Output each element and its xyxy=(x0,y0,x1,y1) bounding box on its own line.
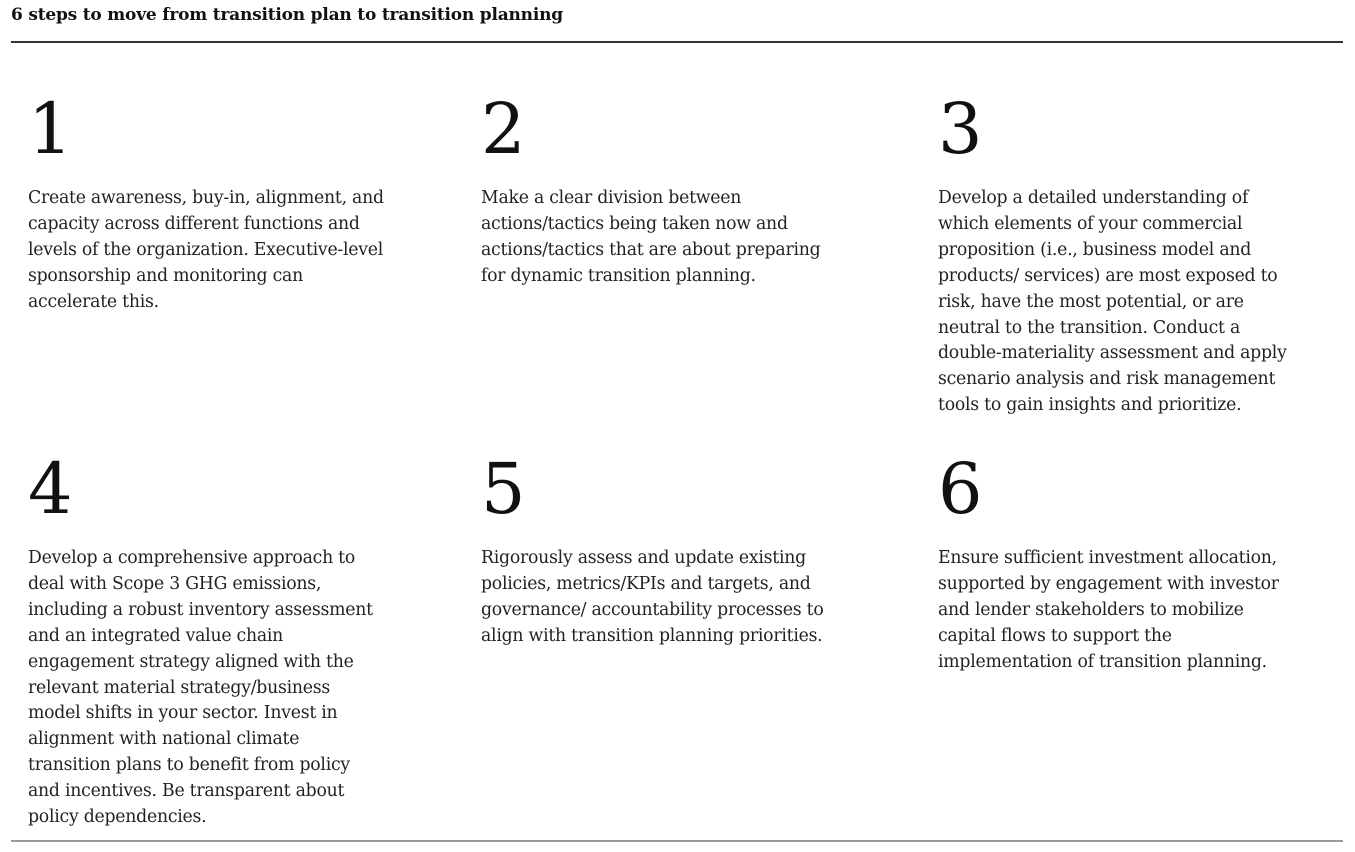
description-line: engagement strategy aligned with the xyxy=(28,651,354,672)
description-line: governance/ accountability processes to xyxy=(481,599,824,620)
description-line: implementation of transition planning. xyxy=(938,651,1267,672)
description-line: align with transition planning priorities. xyxy=(481,625,823,646)
step-4 xyxy=(28,448,428,831)
step-number: 4 xyxy=(28,448,71,530)
step-description xyxy=(938,186,1338,419)
description-line: policies, metrics/KPIs and targets, and xyxy=(481,573,811,594)
description-line: tools to gain insights and prioritize. xyxy=(938,395,1242,416)
description-line: Rigorously assess and update existing xyxy=(481,548,806,568)
step-6 xyxy=(938,448,1338,676)
step-5 xyxy=(481,448,881,650)
step-2 xyxy=(481,88,881,290)
description-line: sponsorship and monitoring can xyxy=(28,265,303,286)
description-line: risk, have the most potential, or are xyxy=(938,291,1244,312)
description-line: and incentives. Be transparent about xyxy=(28,781,345,802)
description-line: Make a clear division between xyxy=(481,188,742,208)
description-line: and an integrated value chain xyxy=(28,625,284,646)
description-line: which elements of your commercial xyxy=(938,213,1243,234)
description-line: Create awareness, buy-in, alignment, and xyxy=(28,188,384,208)
description-line: for dynamic transition planning. xyxy=(481,265,756,286)
description-line: Develop a comprehensive approach to xyxy=(28,548,356,568)
description-line: actions/tactics that are about preparing xyxy=(481,239,821,260)
description-line: neutral to the transition. Conduct a xyxy=(938,317,1241,338)
description-line: capital flows to support the xyxy=(938,625,1172,646)
bottom-divider xyxy=(11,840,1343,842)
step-number: 2 xyxy=(481,88,524,170)
step-description xyxy=(28,186,428,316)
description-line: levels of the organization. Executive-level xyxy=(28,239,384,260)
step-description xyxy=(28,546,428,831)
top-divider xyxy=(11,41,1343,43)
step-description xyxy=(938,546,1338,676)
description-line: policy dependencies. xyxy=(28,807,207,828)
description-line: double-materiality assessment and apply xyxy=(938,343,1287,364)
description-line: Ensure sufficient investment allocation, xyxy=(938,548,1277,568)
description-line: actions/tactics being taken now and xyxy=(481,213,788,234)
description-line: relevant material strategy/business xyxy=(28,677,330,698)
description-line: capacity across different functions and xyxy=(28,213,360,234)
step-number: 1 xyxy=(28,88,71,170)
description-line: products/ services) are most exposed to xyxy=(938,265,1278,286)
step-number: 3 xyxy=(938,88,981,170)
step-description xyxy=(481,546,881,650)
step-number: 5 xyxy=(481,448,524,530)
description-line: model shifts in your sector. Invest in xyxy=(28,703,338,724)
description-line: supported by engagement with investor xyxy=(938,573,1279,594)
description-line: scenario analysis and risk management xyxy=(938,369,1276,390)
step-number: 6 xyxy=(938,448,981,530)
step-description xyxy=(481,186,881,290)
description-line: accelerate this. xyxy=(28,291,159,312)
page-title: 6 steps to move from transition plan to transition planning xyxy=(11,5,563,25)
description-line: alignment with national climate xyxy=(28,729,300,750)
description-line: proposition (i.e., business model and xyxy=(938,239,1252,260)
description-line: Develop a detailed understanding of xyxy=(938,188,1249,208)
step-1 xyxy=(28,88,428,316)
description-line: and lender stakeholders to mobilize xyxy=(938,599,1244,620)
description-line: transition plans to benefit from policy xyxy=(28,755,350,776)
description-line: including a robust inventory assessment xyxy=(28,599,373,620)
step-3 xyxy=(938,88,1338,419)
description-line: deal with Scope 3 GHG emissions, xyxy=(28,573,322,594)
